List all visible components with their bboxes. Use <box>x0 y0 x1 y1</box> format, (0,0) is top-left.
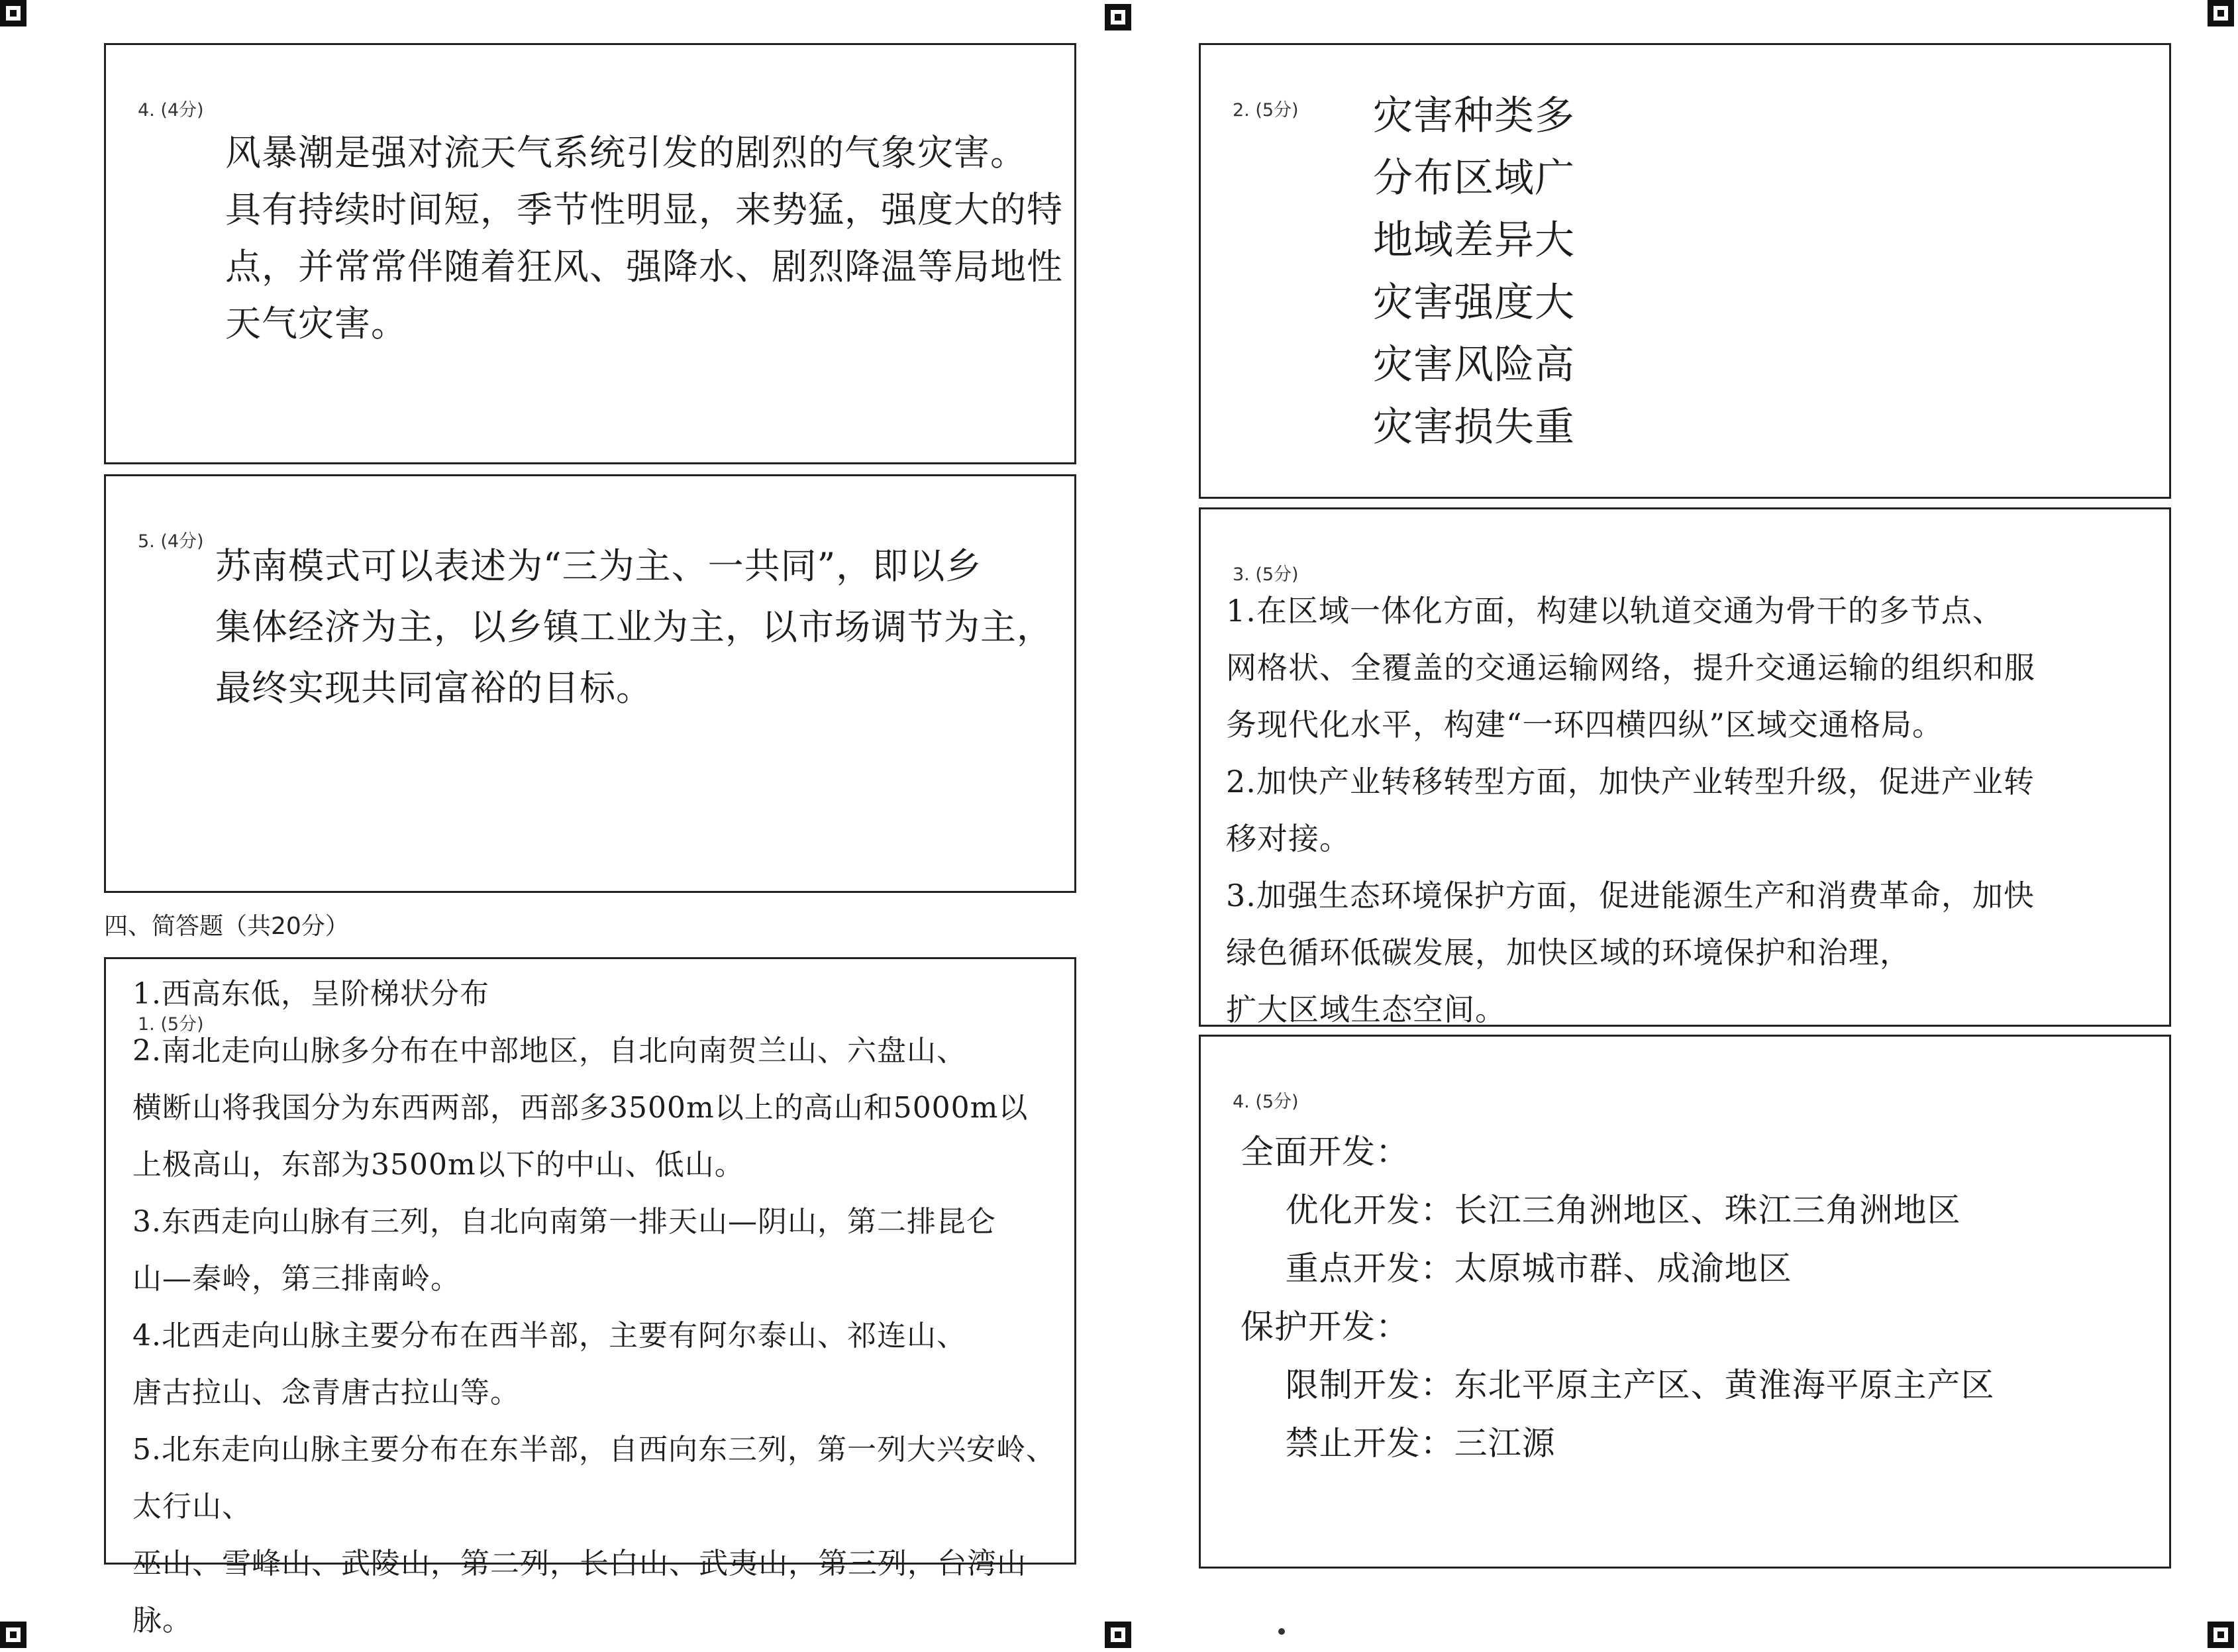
answer-box-q4-left <box>104 43 1076 464</box>
stray-ink-mark <box>1278 1628 1285 1635</box>
answer-box-q5 <box>104 474 1076 893</box>
registration-marker-bottom-left <box>0 1622 26 1648</box>
registration-marker-bottom-right <box>2208 1622 2234 1648</box>
answer-box-q3 <box>1199 507 2171 1027</box>
registration-marker-top-right <box>2208 0 2234 26</box>
question-label: 5. (4分) <box>138 531 204 552</box>
question-label: 4. (5分) <box>1233 1092 1299 1112</box>
handwritten-answer: 灾害种类多 分布区域广 地域差异大 灾害强度大 灾害风险高 灾害损失重 <box>1373 93 1575 450</box>
answer-box-q1 <box>104 957 1076 1637</box>
answer-box-q2 <box>1199 43 2171 499</box>
registration-marker-bottom-center <box>1105 1622 1131 1648</box>
answer-box-q4-right <box>1199 1035 2171 1569</box>
registration-marker-top-center <box>1105 4 1131 30</box>
question-label: 3. (5分) <box>1233 564 1299 585</box>
question-label: 4. (4分) <box>138 100 204 121</box>
question-label: 1. (5分) <box>138 1014 204 1035</box>
handwritten-answer: 风暴潮是强对流天气系统引发的剧烈的气象灾害。 具有持续时间短，季节性明显，来势猛，强度大的特 点，并常常伴随着狂风、强降水、剧烈降温等局地性 天气灾害。 <box>225 132 1063 344</box>
handwritten-answer: 苏南模式可以表述为“三为主、一共同”，即以乡 集体经济为主，以乡镇工业为主，以市场调节为主， 最终实现共同富裕的目标。 <box>215 545 1053 709</box>
registration-marker-top-left <box>0 0 26 26</box>
handwritten-answer: 1.在区域一体化方面，构建以轨道交通为骨干的多节点、 网格状、全覆盖的交通运输网络，提升交通运输的组织和服 务现代化水平，构建“一环四横四纵”区域交通格局。 2.加快产业转移转型方面，加快产业转型升级，促进产业转 移对接。 3.加强生态环境保护方面，促进能源生产和消费革命，加快 绿色循环低碳发展，加快区域的环境保护和治理， 扩大区域生态空间。 <box>1226 593 2035 1027</box>
handwritten-answer: 全面开发： 优化开发：长江三角洲地区、珠江三角洲地区 重点开发：太原城市群、成渝地区 保护开发： 限制开发：东北平原主产区、黄淮海平原主产区 禁止开发：三江源 <box>1241 1133 1995 1463</box>
handwritten-answer: 1.西高东低，呈阶梯状分布 2.南北走向山脉多分布在中部地区，自北向南贺兰山、六盘山、 横断山将我国分为东西两部，西部多3500m以上的高山和5000m以 上极高山，东部为3500m以下的中山、低山。 3.东西走向山脉有三列，自北向南第一排天山—阴山，第二排昆仑 山—秦岭，第三排南岭。 4.北西走向山脉主要分布在西半部，主要有阿尔泰山、祁连山、 唐古拉山、念青唐古拉山等。 5.北东走向山脉主要分布在东半部，自西向东三列，第一列大兴安岭、太行山、 巫山、雪峰山、武陵山，第二列，长白山、武夷山，第三列，台湾山脉。 <box>132 977 1056 1637</box>
question-label: 2. (5分) <box>1233 100 1299 121</box>
section-title: 四、简答题（共20分） <box>104 913 349 940</box>
